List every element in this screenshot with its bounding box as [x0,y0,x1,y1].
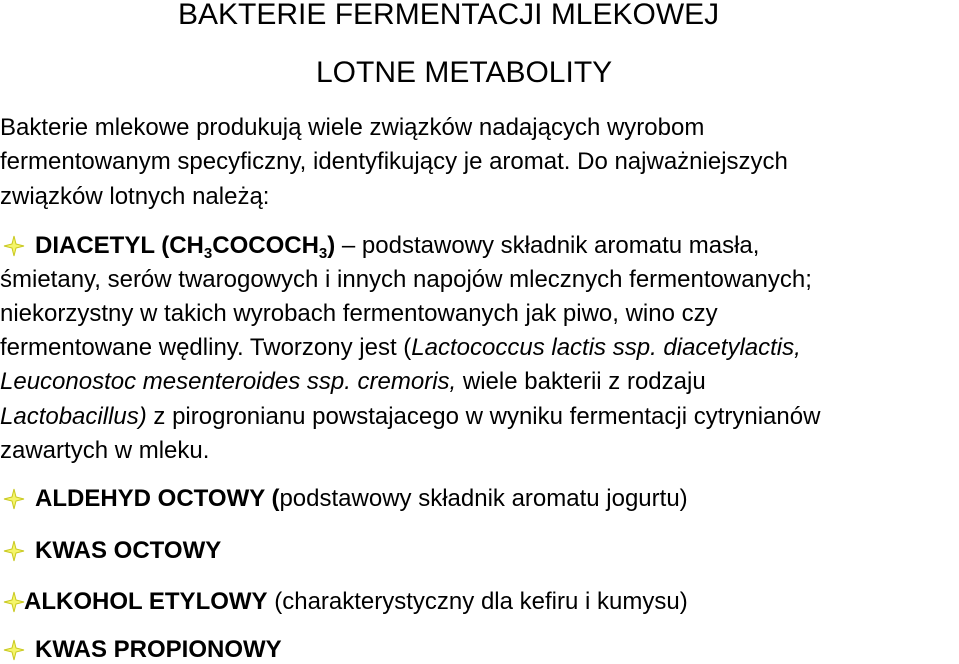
diamond-star-icon [3,591,25,613]
kwas-octowy-name: KWAS OCTOWY [35,537,222,564]
diacetyl-line-7: zawartych w mleku. [0,437,210,464]
slide-subtitle: LOTNE METABOLITY [316,56,613,89]
diacetyl-line-4: fermentowane wędliny. Tworzony jest (Lactococcus lactis ssp. diacetylactis, [0,334,801,361]
slide-title: BAKTERIE FERMENTACJI MLEKOWEJ [178,0,720,31]
diacetyl-line-5: Leuconostoc mesenteroides ssp. cremoris, wiele bakterii z rodzaju [0,368,706,395]
diacetyl-line-2: śmietany, serów twarogowych i innych napojów mlecznych fermentowanych; [0,266,812,293]
diacetyl-line-1 [35,232,759,260]
diamond-star-icon [3,235,25,257]
intro-line-3: związków lotnych należą: [0,183,270,210]
intro-line-1: Bakterie mlekowe produkują wiele związków nadających wyrobom [0,114,705,141]
diamond-star-icon [3,540,25,562]
aldehyd-desc: podstawowy składnik aromatu jogurtu) [279,485,688,512]
alkohol-item [24,588,688,616]
diamond-star-icon [3,639,25,661]
aldehyd-item [35,485,688,513]
diamond-star-icon [3,488,25,510]
diacetyl-line-3: niekorzystny w takich wyrobach fermentowanych jak piwo, wino czy [0,300,718,327]
aldehyd-name: ALDEHYD OCTOWY ( [35,485,280,512]
kwas-octowy-item [35,537,221,565]
kwas-propionowy-name: KWAS PROPIONOWY [35,636,282,663]
intro-line-2: fermentowanym specyficzny, identyfikujący je aromat. Do najważniejszych [0,148,788,175]
diacetyl-name: DIACETYL $(CH_3COCOCH_3)$ [35,232,336,262]
kwas-propionowy-item [35,636,282,664]
diacetyl-desc: – podstawowy składnik aromatu masła, [335,232,760,259]
alkohol-desc: (charakterystyczny dla kefiru i kumysu) [267,588,688,615]
diacetyl-line-6: Lactobacillus) z pirogronianu powstajacego w wyniku fermentacji cytrynianów [0,403,821,430]
alkohol-name: ALKOHOL ETYLOWY [24,588,268,615]
